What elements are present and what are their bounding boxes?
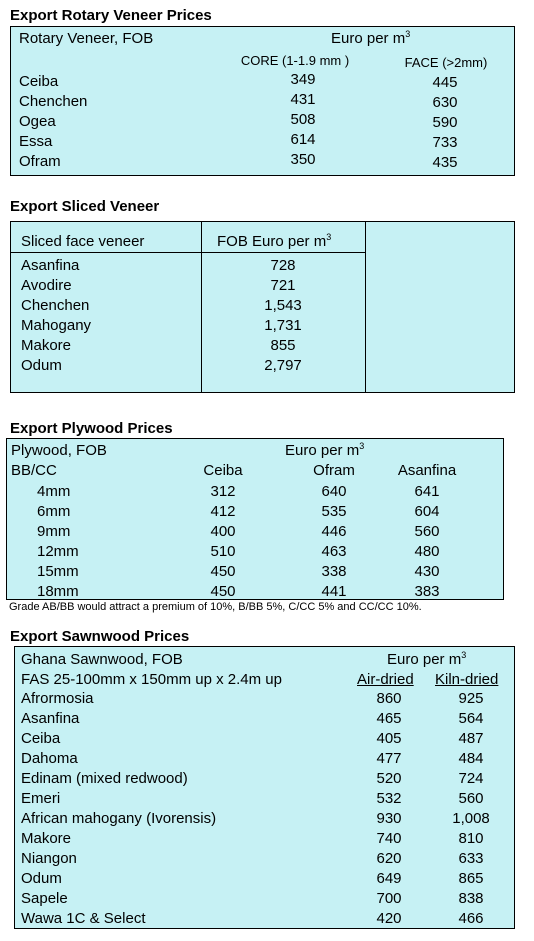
sliced-price: 2,797	[264, 357, 302, 374]
sawnwood-unit-header: Euro per $m^3$	[387, 650, 467, 668]
plywood-unit-header: Euro per $m^3$	[285, 441, 365, 459]
plywood-ofram-price: 338	[321, 563, 347, 580]
sawnwood-air-price: 700	[376, 890, 402, 907]
sawnwood-species: Asanfina	[21, 710, 80, 727]
plywood-asanfina-price: 430	[414, 563, 440, 580]
plywood-size: 15mm	[37, 563, 79, 580]
sliced-col-divider-1	[201, 222, 202, 392]
sawnwood-kiln-price: 487	[458, 730, 484, 747]
sawnwood-air-price: 520	[376, 770, 402, 787]
plywood-size: 6mm	[37, 503, 71, 520]
rotary-face-price: 445	[432, 74, 458, 91]
plywood-ceiba-price: 412	[210, 503, 236, 520]
sawnwood-species: Ceiba	[21, 730, 61, 747]
rotary-species: Ceiba	[19, 73, 59, 90]
sawnwood-air-price: 465	[376, 710, 402, 727]
rotary-species: Essa	[19, 133, 53, 150]
sliced-col-divider-2	[365, 222, 366, 392]
plywood-size: 9mm	[37, 523, 71, 540]
sawnwood-species: Edinam (mixed redwood)	[21, 770, 188, 787]
plywood-ceiba-price: 400	[210, 523, 236, 540]
sawnwood-air-price: 740	[376, 830, 402, 847]
sawnwood-kiln-price: 484	[458, 750, 484, 767]
sawnwood-species: Makore	[21, 830, 72, 847]
sawnwood-air-price: 405	[376, 730, 402, 747]
sliced-species: Odum	[21, 357, 62, 374]
plywood-ceiba-price: 450	[210, 563, 236, 580]
plywood-ofram-price: 463	[321, 543, 347, 560]
sliced-price: 721	[270, 277, 296, 294]
sawnwood-species: African mahogany (Ivorensis)	[21, 810, 217, 827]
sliced-price: 855	[270, 337, 296, 354]
plywood-ofram-price: 446	[321, 523, 347, 540]
sawnwood-title: Export Sawnwood Prices	[10, 628, 190, 645]
sawnwood-col0-header: Ghana Sawnwood, FOB	[21, 651, 183, 668]
plywood-grade-note: Grade AB/BB would attract a premium of 10%, B/BB 5%, C/CC 5% and CC/CC 10%.	[9, 601, 422, 613]
sliced-title: Export Sliced Veneer	[10, 198, 160, 215]
rotary-species: Ofram	[19, 153, 61, 170]
sliced-col1-header: FOB Euro per $m^3$	[217, 232, 332, 250]
rotary-core-header: CORE (1-1.9 mm )	[240, 53, 350, 68]
plywood-grade-label: BB/CC	[11, 462, 57, 479]
plywood-ofram-price: 535	[321, 503, 347, 520]
sliced-col0-header: Sliced face veneer	[21, 233, 145, 250]
sliced-price: 728	[270, 257, 296, 274]
rotary-title: Export Rotary Veneer Prices	[10, 7, 212, 24]
rotary-unit-header: Euro per $m^3$	[331, 29, 411, 47]
sawnwood-air-price: 649	[376, 870, 402, 887]
rotary-face-header: FACE (>2mm)	[404, 55, 488, 70]
rotary-core-price: 508	[290, 111, 316, 128]
plywood-ofram-price: 441	[321, 583, 347, 600]
plywood-ceiba-price: 510	[210, 543, 236, 560]
rotary-col0-header: Rotary Veneer, FOB	[19, 30, 154, 47]
rotary-face-price: 435	[432, 154, 458, 171]
rotary-face-price: 733	[432, 134, 458, 151]
sawnwood-kiln-price: 1,008	[452, 810, 490, 827]
sawnwood-species: Sapele	[21, 890, 68, 907]
plywood-asanfina-price: 604	[414, 503, 440, 520]
sawnwood-air-price: 860	[376, 690, 402, 707]
sawnwood-table	[14, 646, 515, 929]
sliced-species: Mahogany	[21, 317, 92, 334]
sawnwood-kiln-price: 838	[458, 890, 484, 907]
rotary-face-price: 630	[432, 94, 458, 111]
plywood-asanfina-price: 641	[414, 483, 440, 500]
sawnwood-kiln-price: 724	[458, 770, 484, 787]
sawnwood-air-price: 532	[376, 790, 402, 807]
plywood-col-ceiba-header: Ceiba	[203, 462, 243, 479]
sliced-species: Avodire	[21, 277, 72, 294]
rotary-core-price: 350	[290, 151, 316, 168]
plywood-size: 18mm	[37, 583, 79, 600]
sawnwood-kiln-header: Kiln-dried	[435, 671, 499, 688]
plywood-col-asanfina-header: Asanfina	[397, 462, 457, 479]
sawnwood-kiln-price: 560	[458, 790, 484, 807]
sawnwood-species: Niangon	[21, 850, 77, 867]
sawnwood-species: Wawa 1C & Select	[21, 910, 146, 927]
sawnwood-species: Dahoma	[21, 750, 78, 767]
plywood-size: 4mm	[37, 483, 71, 500]
sliced-species: Makore	[21, 337, 72, 354]
plywood-ceiba-price: 450	[210, 583, 236, 600]
sliced-species: Chenchen	[21, 297, 90, 314]
sliced-price: 1,543	[264, 297, 302, 314]
plywood-asanfina-price: 383	[414, 583, 440, 600]
plywood-ceiba-price: 312	[210, 483, 236, 500]
rotary-face-price: 590	[432, 114, 458, 131]
sawnwood-species: Emeri	[21, 790, 61, 807]
plywood-asanfina-price: 480	[414, 543, 440, 560]
sliced-table	[10, 221, 515, 393]
plywood-col0-header: Plywood, FOB	[11, 442, 107, 459]
sawnwood-air-price: 620	[376, 850, 402, 867]
rotary-table	[10, 26, 515, 176]
sawnwood-air-price: 477	[376, 750, 402, 767]
sawnwood-air-price: 420	[376, 910, 402, 927]
rotary-species: Ogea	[19, 113, 56, 130]
plywood-title: Export Plywood Prices	[10, 420, 173, 437]
plywood-col-ofram-header: Ofram	[313, 462, 355, 479]
sawnwood-kiln-price: 810	[458, 830, 484, 847]
sliced-species: Asanfina	[21, 257, 80, 274]
rotary-core-price: 349	[290, 71, 316, 88]
sawnwood-kiln-price: 925	[458, 690, 484, 707]
sawnwood-air-price: 930	[376, 810, 402, 827]
plywood-table	[6, 438, 504, 600]
sliced-price: 1,731	[264, 317, 302, 334]
plywood-asanfina-price: 560	[414, 523, 440, 540]
rotary-core-price: 431	[290, 91, 316, 108]
sawnwood-kiln-price: 865	[458, 870, 484, 887]
sawnwood-spec: FAS 25-100mm x 150mm up x 2.4m up	[21, 671, 282, 688]
rotary-species: Chenchen	[19, 93, 88, 110]
plywood-ofram-price: 640	[321, 483, 347, 500]
sawnwood-species: Afrormosia	[21, 690, 94, 707]
sawnwood-air-header: Air-dried	[357, 671, 414, 688]
sawnwood-kiln-price: 466	[458, 910, 484, 927]
plywood-size: 12mm	[37, 543, 79, 560]
sawnwood-kiln-price: 633	[458, 850, 484, 867]
sawnwood-kiln-price: 564	[458, 710, 484, 727]
rotary-core-price: 614	[290, 131, 316, 148]
sliced-header-divider	[11, 252, 366, 253]
sawnwood-species: Odum	[21, 870, 62, 887]
